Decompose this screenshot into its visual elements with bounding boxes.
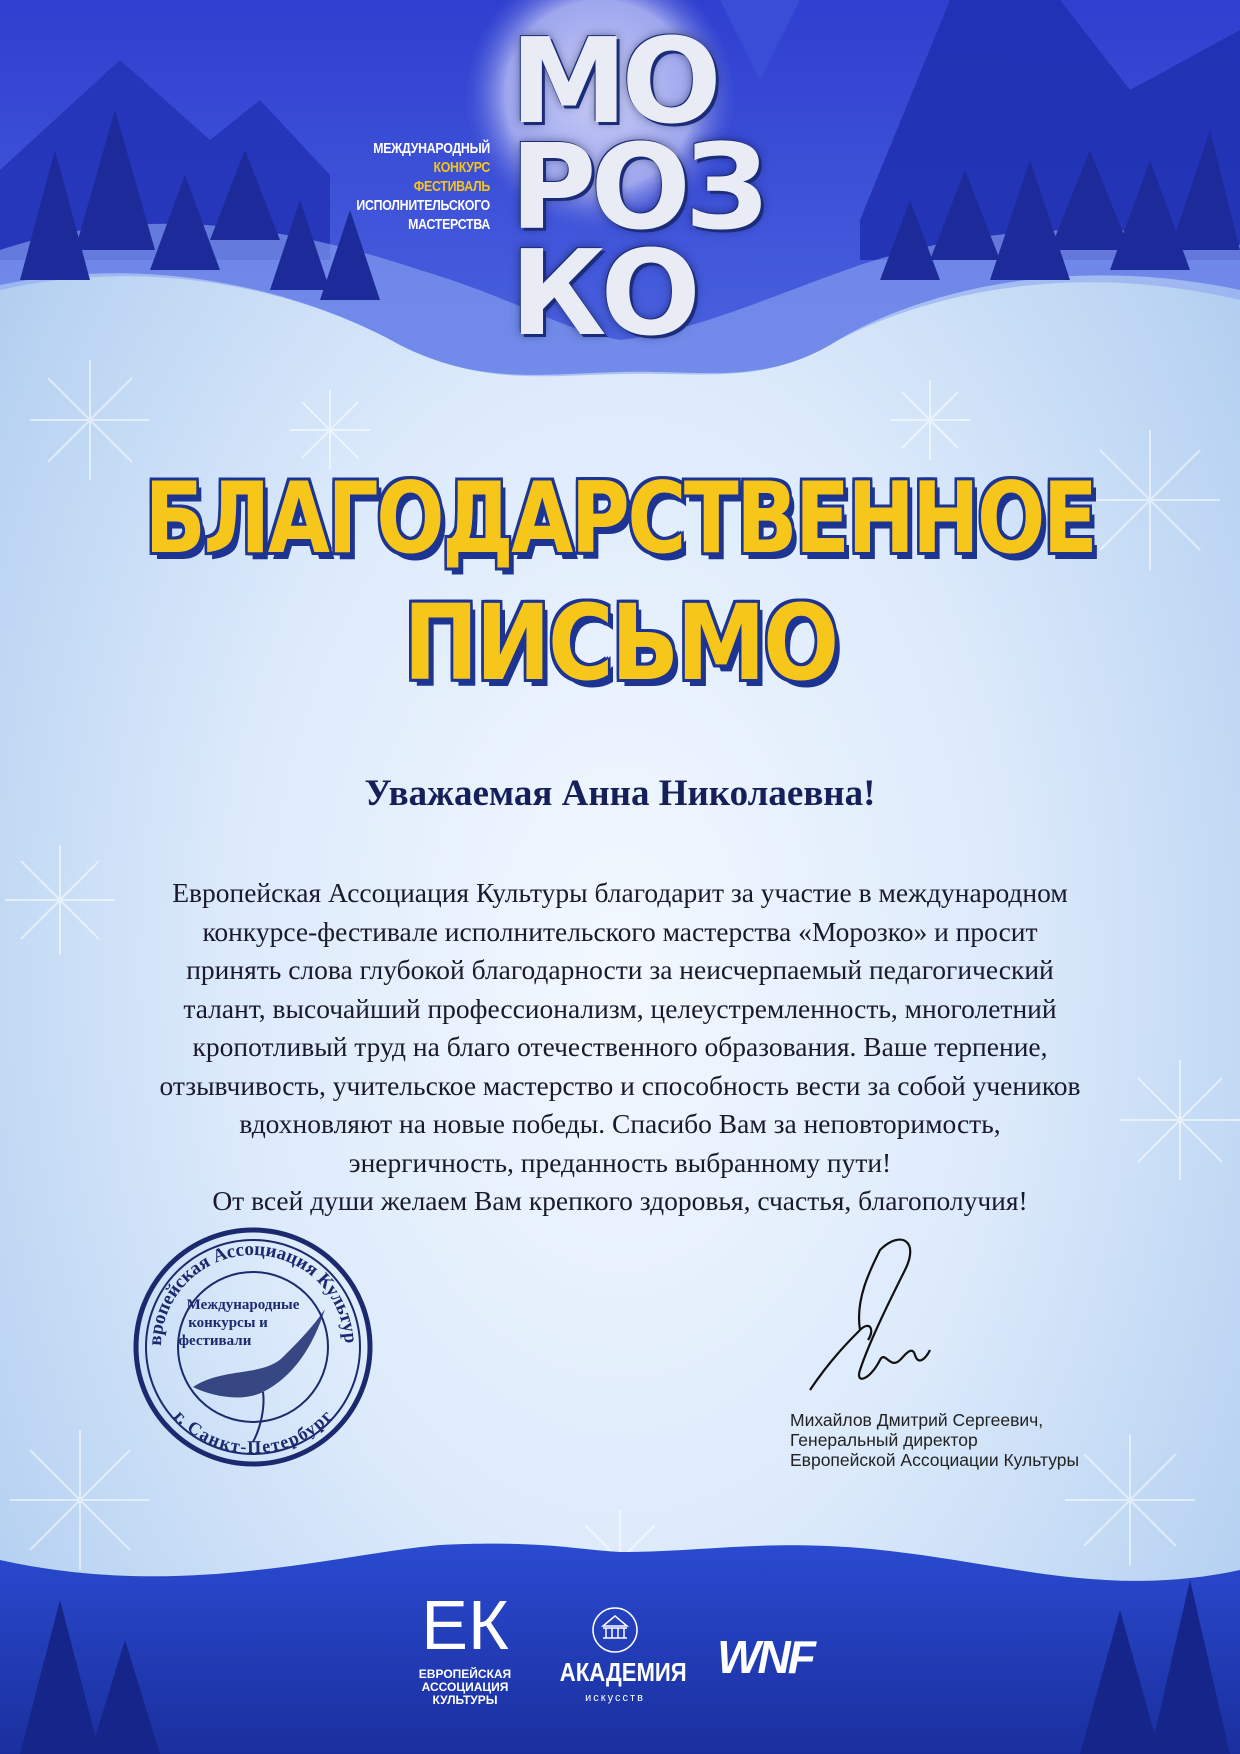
greeting: Уважаемая Анна Николаевна! <box>364 773 876 814</box>
logo-subtitle <box>329 140 491 235</box>
logo-sub-line-4: ИСПОЛНИТЕЛЬСКОГО <box>356 198 490 214</box>
signatory-block <box>790 1410 1079 1470</box>
logo-sub-line-2: КОНКУРС <box>433 160 490 176</box>
eac-line-2: АССОЦИАЦИЯ <box>421 1680 509 1694</box>
body-line: отзывчивость, учительское мастерство и способность вести за собой учеников <box>159 1069 1081 1101</box>
stamp-ring-bottom: г. Санкт-Петербург <box>170 1406 336 1458</box>
stamp-center-line-1: Международные <box>186 1297 300 1313</box>
logo-sub-line-1: МЕЖДУНАРОДНЫЙ <box>373 141 490 157</box>
academy-logo-text: АКАДЕМИЯ <box>559 1657 687 1687</box>
body-line: кропотливый труд на благо отечественного образования. Ваше терпение, <box>192 1031 1048 1062</box>
signatory-name: Михайлов Дмитрий Сергеевич, <box>790 1410 1044 1430</box>
eac-line-1: ЕВРОПЕЙСКАЯ <box>418 1667 512 1681</box>
body-line: энергичность, преданность выбранному пути! <box>348 1146 892 1178</box>
eac-logo-text <box>410 1668 520 1707</box>
stamp-ring-top: Европейская Ассоциация Культуры <box>144 1238 362 1352</box>
wnf-logo: WNF <box>717 1631 813 1683</box>
body-line: конкурсе-фестивале исполнительского мастерства «Морозко» и просит <box>202 915 1038 947</box>
body-line: принять слова глубокой благодарности за неисчерпаемый педагогический <box>186 954 1054 985</box>
stamp-center-line-2: конкурсы и <box>188 1315 268 1331</box>
signature-image <box>810 1240 930 1390</box>
stamp-center-line-3: фестивали <box>178 1333 252 1349</box>
body-line: талант, высочайший профессионализм, целеустремленность, многолетний <box>183 992 1057 1024</box>
logo-sub-line-5: МАСТЕРСТВА <box>408 217 490 233</box>
eac-line-3: КУЛЬТУРЫ <box>432 1693 498 1707</box>
signatory-position: Генеральный директор <box>790 1430 978 1450</box>
academy-logo-subtext: искусств <box>585 1692 645 1704</box>
association-stamp <box>136 1230 370 1464</box>
body-line: Европейская Ассоциация Культуры благодарит за участие в международном <box>172 877 1068 908</box>
logo-word-line-2: РОЗ <box>510 118 763 256</box>
morozko-logo <box>510 12 763 362</box>
letter-body <box>95 874 1145 1221</box>
signatory-organization: Европейской Ассоциации Культуры <box>790 1450 1080 1470</box>
eac-logo-mark: ЕК <box>421 1586 509 1664</box>
logo-word-line-1: МО <box>510 12 716 150</box>
document-title-line-1: БЛАГОДАРСТВЕННОЕ <box>144 462 1096 576</box>
logo-word-line-3: КО <box>510 224 695 362</box>
body-line: вдохновляют на новые победы. Спасибо Вам за неповторимость, <box>239 1108 1001 1139</box>
document-title-line-2: ПИСЬМО <box>403 582 837 704</box>
body-line: От всей души желаем Вам крепкого здоровья, счастья, благополучия! <box>212 1185 1028 1216</box>
logo-sub-line-3: ФЕСТИВАЛЬ <box>413 179 490 195</box>
